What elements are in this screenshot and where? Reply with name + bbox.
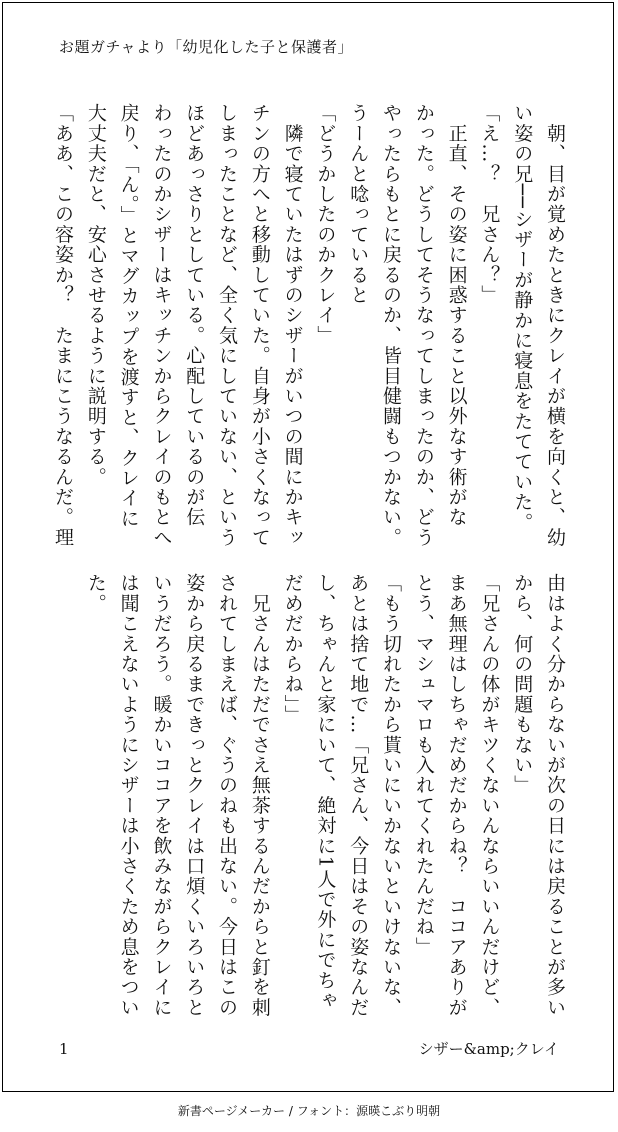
text-line: 姿から戻るまできっとクレイは口煩くいろいろと (183, 573, 206, 1018)
text-line: た。 (84, 573, 107, 614)
page-frame (2, 2, 614, 1092)
header-title: お題ガチャより「幼児化した子と保護者」 (59, 38, 354, 56)
generator-credit: 新書ページメーカー / フォント：源暎こぶり明朝 (177, 1104, 441, 1118)
text-line: 戻り、「ん。」とマグカップを渡すと、クレイに (117, 103, 140, 529)
text-line: 「兄さんの体がキツくないんならいいんだけど、 (478, 573, 501, 1018)
text-line: 朝、目が覚めたときにクレイが横を向くと、幼 (544, 103, 566, 548)
text-line: い姿の兄──シザーが静かに寝息をたてていた。 (511, 103, 534, 533)
text-line: やったらもとに戻るのか、皆目健闘もつかない。 (380, 103, 403, 548)
text-line: チンの方へと移動していた。自身が小さくなって (248, 103, 271, 548)
text-line: ほどあっさりとしている。心配しているのが伝 (183, 103, 206, 528)
text-line: まあ無理はしちゃだめだからね？ ココアありが (445, 573, 468, 1018)
text-line: 「もう切れたから貰いにいかないといけないな、 (380, 573, 403, 1018)
text-line: 「ああ、この容姿か？ たまにこうなるんだ。理 (52, 103, 75, 548)
text-line: 「どうかしたのかクレイ」 (314, 103, 337, 346)
text-line: あとは捨て地で…「兄さん、今日はその姿なんだ (347, 573, 370, 1018)
text-line: から、何の問題もない」 (511, 573, 534, 796)
text-lower-block (51, 573, 571, 1018)
text-line: わったのかシザーはキッチンからクレイのもとへ (150, 103, 173, 548)
text-line: 兄さんはただでさえ無茶するんだからと釘を刺 (248, 573, 271, 1018)
footer-tags: シザー&amp;クレイ (418, 1040, 559, 1058)
text-line: 正直、その姿に困惑すること以外なす術がな (445, 103, 468, 528)
text-line: は聞こえないようにシザーは小さくため息をつい (117, 573, 140, 1018)
text-line: しまったことなど、全く気にしていない、という (216, 103, 239, 548)
text-line: とう、マシュマロも入れてくれたんだね」 (412, 573, 435, 957)
text-line: だめだからね」」 (281, 573, 304, 726)
text-line: されてしまえば、ぐうのねも出ない。今日はこの (216, 573, 239, 1018)
text-line: 大丈夫だと、安心させるように説明する。 (84, 103, 107, 487)
page-number: 1 (59, 1040, 69, 1058)
text-line: し、ちゃんと家にいて、絶対に1人で外にでちゃ (314, 573, 337, 1011)
text-line: 由はよく分からないが次の日には戻ることが多い (544, 573, 566, 1018)
text-line: 隣で寝ていたはずのシザーがいつの間にかキッ (281, 103, 304, 548)
text-upper-block (51, 103, 571, 553)
text-line: 「え…？ 兄さん？」 (478, 103, 501, 305)
text-line: うーんと唸っていると (347, 103, 370, 305)
text-line: かった。どうしてそうなってしまったのか、どう (412, 103, 435, 548)
text-line: いうだろう。暖かいココアを飲みながらクレイに (150, 573, 173, 1018)
